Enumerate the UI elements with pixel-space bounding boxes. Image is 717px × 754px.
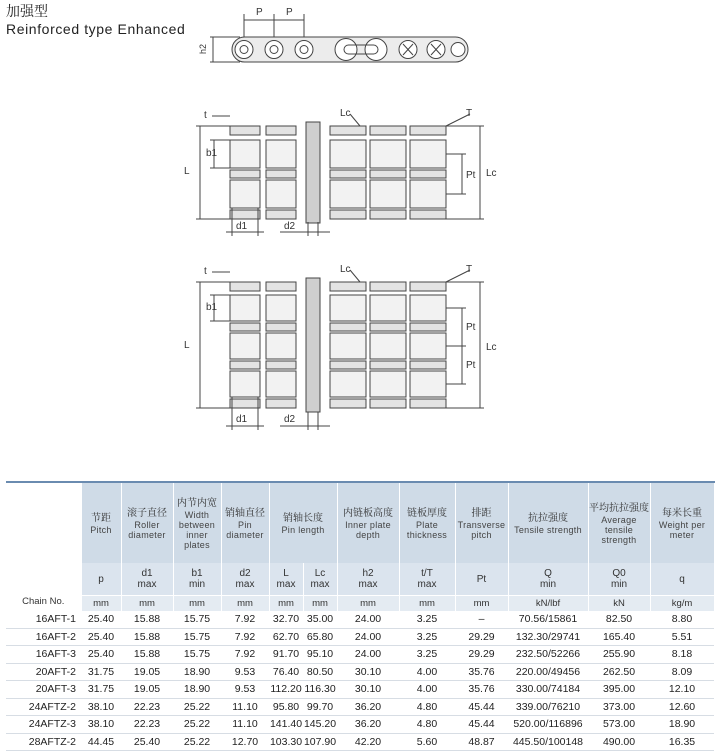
d2-label: d2 bbox=[284, 414, 296, 425]
table-row bbox=[6, 681, 714, 699]
table-cell: 145.20 bbox=[303, 716, 337, 734]
table-cell: 15.88 bbox=[121, 611, 173, 628]
col-header: 节距 Pitch bbox=[81, 482, 121, 563]
table-cell: 35.00 bbox=[303, 611, 337, 628]
table-cell: 25.22 bbox=[173, 698, 221, 716]
pt-label-1: Pt bbox=[466, 322, 476, 333]
table-cell: 25.22 bbox=[173, 733, 221, 751]
table-cell: 22.23 bbox=[121, 698, 173, 716]
symbol-cell: d1 max bbox=[121, 563, 173, 596]
table-cell: 38.10 bbox=[81, 698, 121, 716]
chain-no-cell: 16AFT-1 bbox=[6, 611, 81, 628]
table-cell: 12.70 bbox=[221, 733, 269, 751]
table-cell: 82.50 bbox=[588, 611, 650, 628]
table-cell: 3.25 bbox=[399, 628, 455, 646]
table-cell: 12.60 bbox=[650, 698, 714, 716]
page-title bbox=[6, 4, 185, 38]
table-cell: 29.29 bbox=[455, 628, 508, 646]
table-cell: 25.22 bbox=[173, 716, 221, 734]
table-cell: 70.56/15861 bbox=[508, 611, 588, 628]
table-cell: 24.00 bbox=[337, 628, 399, 646]
d1-label: d1 bbox=[236, 414, 248, 425]
table-cell: 330.00/74184 bbox=[508, 681, 588, 699]
table-cell: 4.00 bbox=[399, 681, 455, 699]
col-header: 销轴长度 Pin length bbox=[269, 482, 337, 563]
pitch-label-2: P bbox=[286, 7, 293, 18]
col-header: 抗拉强度 Tensile strength bbox=[508, 482, 588, 563]
table-cell: 31.75 bbox=[81, 663, 121, 681]
table-row bbox=[6, 698, 714, 716]
symbol-cell: b1 min bbox=[173, 563, 221, 596]
table-cell: 38.10 bbox=[81, 716, 121, 734]
table-cell: 3.25 bbox=[399, 611, 455, 628]
chain-no-cell: 28AFTZ-2 bbox=[6, 733, 81, 751]
table-row bbox=[6, 628, 714, 646]
table-cell: 65.80 bbox=[303, 628, 337, 646]
unit-cell: mm bbox=[81, 596, 121, 612]
lc-label: Lc bbox=[340, 264, 351, 275]
table-cell: 31.75 bbox=[81, 681, 121, 699]
table-cell: 91.70 bbox=[269, 646, 303, 664]
table-cell: 339.00/76210 bbox=[508, 698, 588, 716]
table-header-row bbox=[6, 482, 714, 563]
table-cell: 35.76 bbox=[455, 663, 508, 681]
table-cell: 22.23 bbox=[121, 716, 173, 734]
t-label: t bbox=[204, 266, 207, 277]
table-cell: – bbox=[455, 611, 508, 628]
table-cell: 5.51 bbox=[650, 628, 714, 646]
symbol-cell: L max bbox=[269, 563, 303, 596]
table-row bbox=[6, 716, 714, 734]
table-cell: 15.75 bbox=[173, 611, 221, 628]
chain-side-view bbox=[196, 2, 486, 74]
table-cell: 220.00/49456 bbox=[508, 663, 588, 681]
unit-cell: mm bbox=[337, 596, 399, 612]
table-cell: 15.88 bbox=[121, 628, 173, 646]
pitch-label-1: P bbox=[256, 7, 263, 18]
chain-no-cell: 24AFTZ-2 bbox=[6, 698, 81, 716]
table-cell: 35.76 bbox=[455, 681, 508, 699]
table-cell: 19.05 bbox=[121, 681, 173, 699]
table-cell: 15.75 bbox=[173, 628, 221, 646]
T-label: T bbox=[466, 264, 473, 275]
table-cell: 8.18 bbox=[650, 646, 714, 664]
symbol-cell: h2 max bbox=[337, 563, 399, 596]
unit-cell: kN bbox=[588, 596, 650, 612]
table-cell: 573.00 bbox=[588, 716, 650, 734]
symbol-cell: d2 max bbox=[221, 563, 269, 596]
table-row bbox=[6, 611, 714, 628]
T-label: T bbox=[466, 108, 473, 119]
table-cell: 8.09 bbox=[650, 663, 714, 681]
unit-cell: kg/m bbox=[650, 596, 714, 612]
table-cell: 44.45 bbox=[81, 733, 121, 751]
table-cell: 116.30 bbox=[303, 681, 337, 699]
col-header: 平均抗拉强度 Average tensile strength bbox=[588, 482, 650, 563]
pt-label: Pt bbox=[466, 170, 476, 181]
symbol-row bbox=[6, 563, 714, 596]
spec-table bbox=[6, 481, 715, 751]
col-header: 内链板高度 Inner plate depth bbox=[337, 482, 399, 563]
table-cell: 25.40 bbox=[81, 611, 121, 628]
title-english: Reinforced type Enhanced bbox=[6, 21, 186, 37]
table-cell: 103.30 bbox=[269, 733, 303, 751]
table-cell: 11.10 bbox=[221, 698, 269, 716]
table-cell: 132.30/29741 bbox=[508, 628, 588, 646]
col-header: 每米长重 Weight per meter bbox=[650, 482, 714, 563]
symbol-cell: q bbox=[650, 563, 714, 596]
L-label: L bbox=[184, 166, 190, 177]
unit-cell: mm bbox=[303, 596, 337, 612]
col-header: 内节内宽 Width between inner plates bbox=[173, 482, 221, 563]
table-cell: 165.40 bbox=[588, 628, 650, 646]
unit-cell: mm bbox=[221, 596, 269, 612]
lc-label: Lc bbox=[340, 108, 351, 119]
table-cell: 18.90 bbox=[650, 716, 714, 734]
unit-row bbox=[6, 596, 714, 612]
table-cell: 42.20 bbox=[337, 733, 399, 751]
table-cell: 32.70 bbox=[269, 611, 303, 628]
symbol-cell: Q min bbox=[508, 563, 588, 596]
table-cell: 25.40 bbox=[81, 628, 121, 646]
table-cell: 5.60 bbox=[399, 733, 455, 751]
table-cell: 76.40 bbox=[269, 663, 303, 681]
table-cell: 15.75 bbox=[173, 646, 221, 664]
unit-cell: mm bbox=[455, 596, 508, 612]
chain-no-cell: 20AFT-3 bbox=[6, 681, 81, 699]
table-cell: 95.80 bbox=[269, 698, 303, 716]
table-cell: 45.44 bbox=[455, 698, 508, 716]
table-cell: 141.40 bbox=[269, 716, 303, 734]
L-label: L bbox=[184, 340, 190, 351]
unit-cell: mm bbox=[173, 596, 221, 612]
table-cell: 107.90 bbox=[303, 733, 337, 751]
table-row bbox=[6, 663, 714, 681]
b1-label: b1 bbox=[206, 302, 218, 313]
table-cell: 45.44 bbox=[455, 716, 508, 734]
table-cell: 99.70 bbox=[303, 698, 337, 716]
table-cell: 30.10 bbox=[337, 663, 399, 681]
table-cell: 15.88 bbox=[121, 646, 173, 664]
table-cell: 7.92 bbox=[221, 628, 269, 646]
table-cell: 7.92 bbox=[221, 611, 269, 628]
table-body bbox=[6, 611, 714, 751]
double-strand-diagram bbox=[180, 104, 500, 239]
t-label: t bbox=[204, 110, 207, 121]
table-cell: 18.90 bbox=[173, 681, 221, 699]
h2-label: h2 bbox=[198, 43, 208, 54]
table-row bbox=[6, 646, 714, 664]
symbol-cell: Q0 min bbox=[588, 563, 650, 596]
table-cell: 12.10 bbox=[650, 681, 714, 699]
table-cell: 11.10 bbox=[221, 716, 269, 734]
unit-cell: mm bbox=[399, 596, 455, 612]
table-cell: 445.50/100148 bbox=[508, 733, 588, 751]
table-cell: 29.29 bbox=[455, 646, 508, 664]
d1-label: d1 bbox=[236, 221, 248, 232]
col-header: 销轴直径 Pin diameter bbox=[221, 482, 269, 563]
pt-label-2: Pt bbox=[466, 360, 476, 371]
symbol-cell: Lc max bbox=[303, 563, 337, 596]
table-cell: 232.50/52266 bbox=[508, 646, 588, 664]
table-cell: 80.50 bbox=[303, 663, 337, 681]
lc-right-label: Lc bbox=[486, 168, 497, 179]
table-cell: 25.40 bbox=[81, 646, 121, 664]
chain-no-cell: 20AFT-2 bbox=[6, 663, 81, 681]
table-cell: 255.90 bbox=[588, 646, 650, 664]
triple-strand-diagram bbox=[180, 262, 500, 434]
table-cell: 7.92 bbox=[221, 646, 269, 664]
title-chinese: 加强型 bbox=[6, 4, 48, 20]
chain-no-cell: 16AFT-3 bbox=[6, 646, 81, 664]
table-cell: 395.00 bbox=[588, 681, 650, 699]
table-row bbox=[6, 733, 714, 751]
chain-no-header: Chain No. bbox=[6, 482, 81, 611]
table-cell: 24.00 bbox=[337, 611, 399, 628]
table-cell: 112.20 bbox=[269, 681, 303, 699]
table-cell: 36.20 bbox=[337, 698, 399, 716]
lc-right-label: Lc bbox=[486, 342, 497, 353]
table-cell: 8.80 bbox=[650, 611, 714, 628]
chain-no-cell: 24AFTZ-3 bbox=[6, 716, 81, 734]
symbol-cell: p bbox=[81, 563, 121, 596]
table-cell: 36.20 bbox=[337, 716, 399, 734]
table-cell: 490.00 bbox=[588, 733, 650, 751]
table-cell: 9.53 bbox=[221, 681, 269, 699]
table-cell: 95.10 bbox=[303, 646, 337, 664]
unit-cell: mm bbox=[121, 596, 173, 612]
table-cell: 25.40 bbox=[121, 733, 173, 751]
table-cell: 4.00 bbox=[399, 663, 455, 681]
symbol-cell: Pt bbox=[455, 563, 508, 596]
col-header: 滚子直径 Roller diameter bbox=[121, 482, 173, 563]
col-header: 排距 Transverse pitch bbox=[455, 482, 508, 563]
table-cell: 18.90 bbox=[173, 663, 221, 681]
table-cell: 262.50 bbox=[588, 663, 650, 681]
col-header: 链板厚度 Plate thickness bbox=[399, 482, 455, 563]
table-cell: 9.53 bbox=[221, 663, 269, 681]
table-cell: 24.00 bbox=[337, 646, 399, 664]
d2-label: d2 bbox=[284, 221, 296, 232]
table-cell: 30.10 bbox=[337, 681, 399, 699]
table-cell: 4.80 bbox=[399, 716, 455, 734]
table-cell: 520.00/116896 bbox=[508, 716, 588, 734]
table-cell: 62.70 bbox=[269, 628, 303, 646]
table-cell: 373.00 bbox=[588, 698, 650, 716]
table-cell: 48.87 bbox=[455, 733, 508, 751]
symbol-cell: t/T max bbox=[399, 563, 455, 596]
unit-cell: kN/lbf bbox=[508, 596, 588, 612]
table-cell: 4.80 bbox=[399, 698, 455, 716]
b1-label: b1 bbox=[206, 148, 218, 159]
table-cell: 16.35 bbox=[650, 733, 714, 751]
unit-cell: mm bbox=[269, 596, 303, 612]
chain-no-cell: 16AFT-2 bbox=[6, 628, 81, 646]
table-cell: 3.25 bbox=[399, 646, 455, 664]
table-cell: 19.05 bbox=[121, 663, 173, 681]
